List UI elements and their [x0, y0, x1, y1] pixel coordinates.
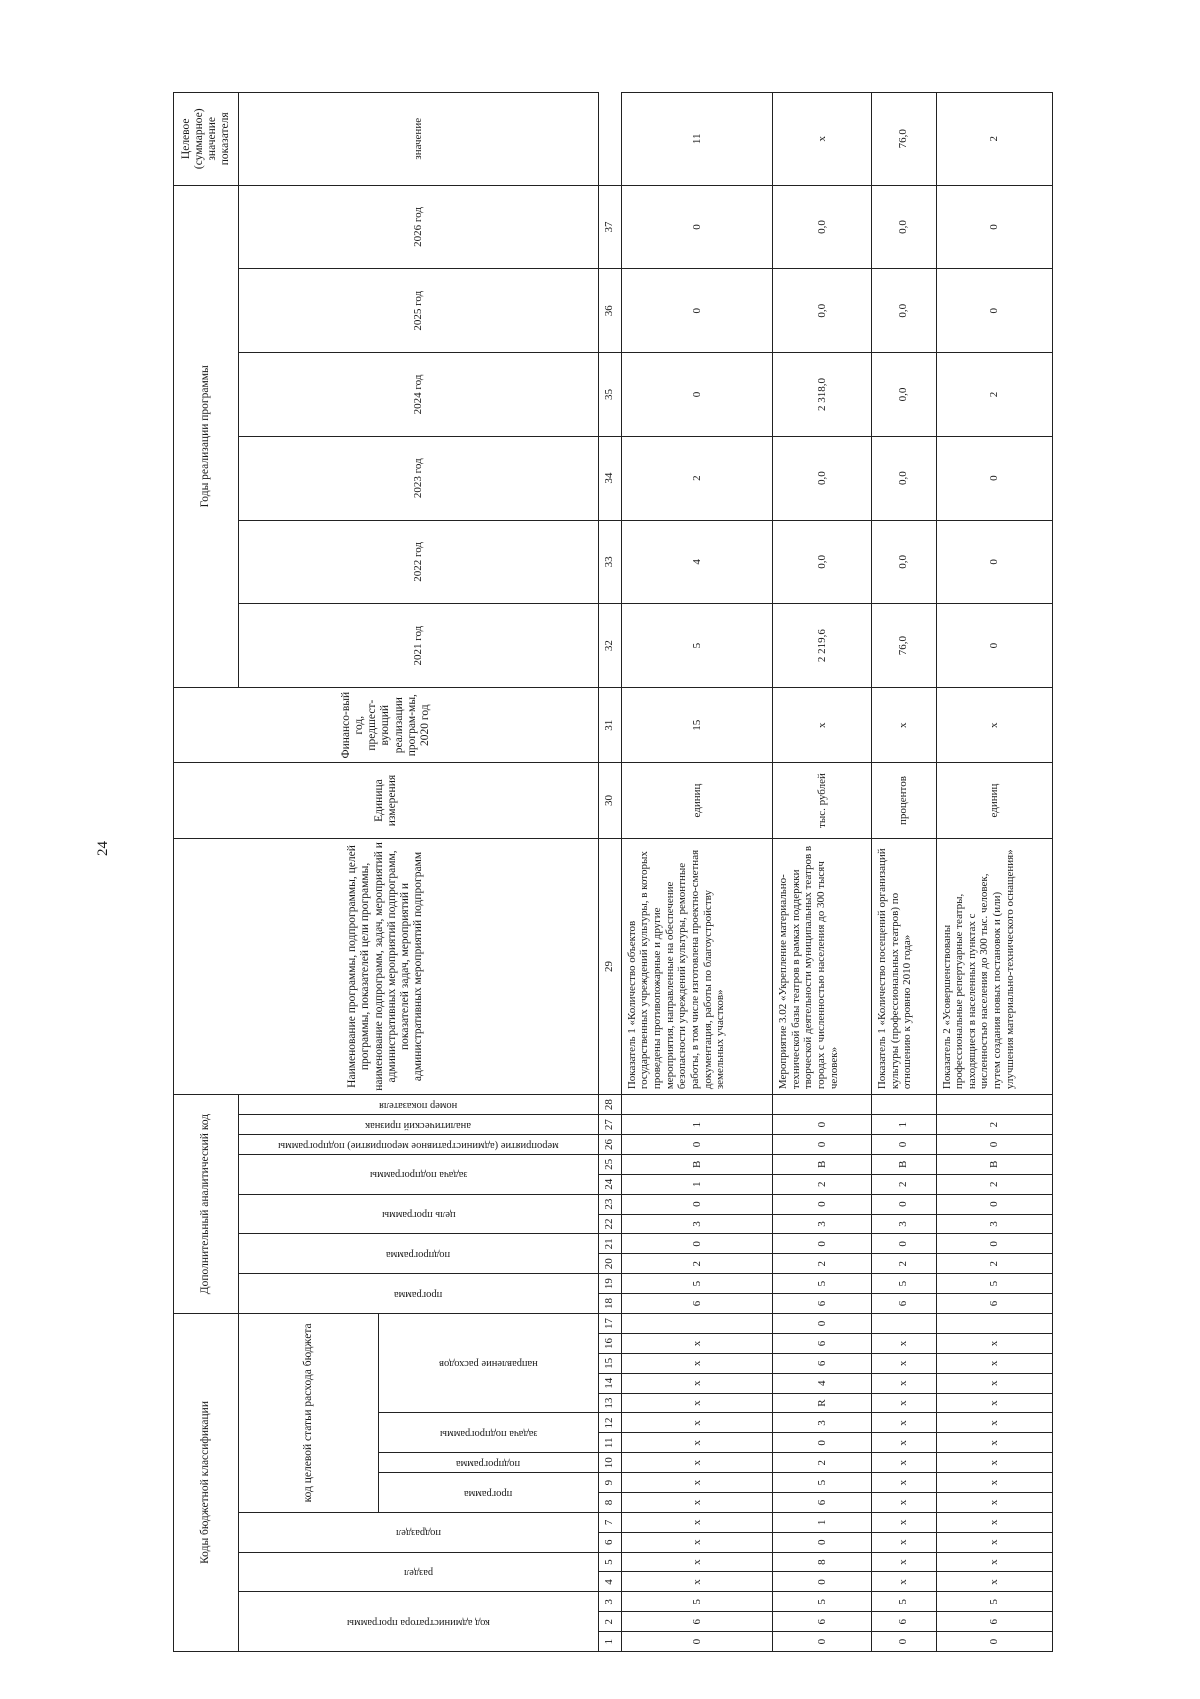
code-digit: х	[936, 1572, 1053, 1592]
row-unit: процентов	[872, 763, 936, 838]
header-goal: цель программы	[239, 1194, 599, 1234]
row-unit: тыс. рублей	[772, 763, 871, 838]
row-fin-year: х	[772, 688, 871, 763]
code-digit: 5	[772, 1592, 871, 1612]
analytic-digit: В	[621, 1154, 772, 1174]
header-target-value: значение	[239, 93, 599, 186]
code-digit	[621, 1313, 772, 1333]
code-digit: 0	[936, 1632, 1053, 1652]
code-digit: х	[872, 1453, 936, 1473]
code-digit: х	[936, 1453, 1053, 1473]
analytic-digit: 3	[621, 1214, 772, 1234]
column-number: 25	[598, 1154, 621, 1174]
code-digit: х	[872, 1393, 936, 1413]
analytic-digit: В	[936, 1154, 1053, 1174]
column-number: 21	[598, 1234, 621, 1254]
code-digit: х	[936, 1334, 1053, 1354]
code-digit: x	[621, 1334, 772, 1354]
code-digit: 5	[936, 1592, 1053, 1612]
header-fin-year: Финансо-вый год, предшест-вующий реализации програм-мы, 2020 год	[174, 688, 599, 763]
code-digit: х	[872, 1572, 936, 1592]
analytic-digit: 2	[772, 1254, 871, 1274]
row-unit: единиц	[936, 763, 1053, 838]
header-programma: программа	[378, 1473, 598, 1513]
header-podprogramma: подпрограмма	[378, 1453, 598, 1473]
header-2025: 2025 год	[239, 269, 599, 353]
row-unit: единиц	[621, 763, 772, 838]
analytic-digit: 0	[872, 1194, 936, 1214]
column-number: 3	[598, 1592, 621, 1612]
row-y2025: 0,0	[772, 269, 871, 353]
column-number: 1	[598, 1632, 621, 1652]
analytic-digit: 2	[621, 1254, 772, 1274]
header-years: Годы реализации программы	[174, 185, 239, 687]
code-digit: 0	[621, 1632, 772, 1652]
code-digit: 4	[772, 1373, 871, 1393]
header-name: Наименование программы, подпрограммы, целей программы, показателей цели программы, наименование подпрограмм, задач, мероприятий и административных мероприятий подпрограмм, показателей задач, мероприятий и административных мероприятий подпрограмм	[174, 838, 599, 1094]
code-digit: 8	[772, 1552, 871, 1572]
code-digit: х	[936, 1493, 1053, 1513]
code-digit: 0	[772, 1313, 871, 1333]
analytic-digit: 3	[772, 1214, 871, 1234]
header-codes: Коды бюджетной классификации	[174, 1313, 239, 1651]
column-number: 8	[598, 1493, 621, 1513]
column-number: 15	[598, 1353, 621, 1373]
analytic-digit: 2	[872, 1254, 936, 1274]
code-digit: x	[621, 1373, 772, 1393]
row-name: Показатель 1 «Количество посещений организаций культуры (профессиональных театров) по отношению к уровню 2010 года»	[872, 838, 936, 1094]
analytic-digit: 6	[936, 1294, 1053, 1314]
analytic-digit: 3	[872, 1214, 936, 1234]
analytic-digit: 2	[872, 1174, 936, 1194]
column-number: 27	[598, 1115, 621, 1135]
code-digit: 0	[872, 1632, 936, 1652]
header-admin-code: код администратора программы	[239, 1592, 599, 1652]
code-digit: x	[621, 1473, 772, 1493]
analytic-digit: 5	[621, 1274, 772, 1294]
row-y2026: 0,0	[772, 185, 871, 269]
analytic-digit: 2	[936, 1254, 1053, 1274]
analytic-digit: 0	[621, 1194, 772, 1214]
code-digit: х	[872, 1353, 936, 1373]
column-number: 19	[598, 1274, 621, 1294]
code-digit: 6	[936, 1612, 1053, 1632]
code-digit: х	[936, 1473, 1053, 1493]
analytic-digit: 0	[621, 1135, 772, 1155]
analytic-digit: 0	[772, 1234, 871, 1254]
row-name: Показатель 2 «Усовершенствованы профессиональные репертуарные театры, находящиеся в населенных пунктах с численностью населения до 300 тыс. человек, путем создания новых постановок и (или) улучшения материально-технического оснащения»	[936, 838, 1053, 1094]
code-digit: x	[621, 1453, 772, 1473]
analytic-digit: 3	[936, 1214, 1053, 1234]
header-target-article: код целевой статьи расхода бюджета	[239, 1313, 379, 1512]
analytic-digit	[936, 1095, 1053, 1115]
column-number: 17	[598, 1313, 621, 1333]
code-digit: 5	[772, 1473, 871, 1493]
column-number: 28	[598, 1095, 621, 1115]
column-number: 29	[598, 838, 621, 1094]
code-digit: х	[936, 1393, 1053, 1413]
column-numbers-row	[598, 93, 621, 1652]
analytic-digit: В	[872, 1154, 936, 1174]
row-y2022: 0,0	[872, 520, 936, 604]
page-number: 24	[95, 841, 111, 856]
analytic-digit: 2	[936, 1115, 1053, 1135]
header-2026: 2026 год	[239, 185, 599, 269]
header-target-group: Целевое (суммарное) значение показателя	[174, 93, 239, 186]
column-number: 23	[598, 1194, 621, 1214]
column-number: 20	[598, 1254, 621, 1274]
column-number: 5	[598, 1552, 621, 1572]
header-razdel: раздел	[239, 1552, 599, 1592]
header-2022: 2022 год	[239, 520, 599, 604]
row-y2021: 5	[621, 604, 772, 688]
row-y2022: 0	[936, 520, 1053, 604]
analytic-digit: 2	[772, 1174, 871, 1194]
header-direction-expenses: направление расходов	[378, 1313, 598, 1413]
header-add-programma: программа	[239, 1274, 599, 1314]
row-y2023: 0,0	[772, 436, 871, 520]
code-digit: 3	[772, 1413, 871, 1433]
row-fin-year: 15	[621, 688, 772, 763]
code-digit: х	[872, 1493, 936, 1513]
code-digit: х	[872, 1373, 936, 1393]
row-fin-year: х	[872, 688, 936, 763]
code-digit: 0	[772, 1572, 871, 1592]
analytic-digit: 0	[621, 1234, 772, 1254]
row-fin-year: х	[936, 688, 1053, 763]
row-y2026: 0	[936, 185, 1053, 269]
column-number: 34	[598, 436, 621, 520]
row-y2025: 0,0	[872, 269, 936, 353]
code-digit: х	[936, 1413, 1053, 1433]
analytic-digit	[772, 1095, 871, 1115]
row-target: 11	[621, 93, 772, 186]
row-y2021: 0	[936, 604, 1053, 688]
row-y2022: 0,0	[772, 520, 871, 604]
row-target: 2	[936, 93, 1053, 186]
code-digit	[872, 1313, 936, 1333]
header-row-1	[174, 93, 239, 1652]
column-number: 6	[598, 1532, 621, 1552]
column-number: 18	[598, 1294, 621, 1314]
analytic-digit: 6	[772, 1294, 871, 1314]
analytic-digit: 5	[872, 1274, 936, 1294]
rotated-table-wrapper	[173, 92, 1053, 1652]
code-digit: 6	[872, 1612, 936, 1632]
row-target: 76,0	[872, 93, 936, 186]
header-2023: 2023 год	[239, 436, 599, 520]
analytic-digit: 0	[936, 1135, 1053, 1155]
table-body	[621, 93, 1052, 1652]
code-digit: х	[936, 1353, 1053, 1373]
analytic-digit	[621, 1095, 772, 1115]
table-row	[621, 93, 772, 1652]
column-number: 2	[598, 1612, 621, 1632]
header-event: мероприятие (административное мероприятие) подпрограммы	[239, 1135, 599, 1155]
code-digit: x	[621, 1353, 772, 1373]
analytic-digit: 0	[772, 1135, 871, 1155]
column-number: 14	[598, 1373, 621, 1393]
code-digit: х	[936, 1512, 1053, 1532]
row-y2026: 0,0	[872, 185, 936, 269]
column-number: 16	[598, 1334, 621, 1354]
row-name: Мероприятие 3.02 «Укрепление материально-технической базы театров в рамках поддержки творческой деятельности муниципальных театров в городах с численностью населения до 300 тысяч человек»	[772, 838, 871, 1094]
code-digit: х	[872, 1413, 936, 1433]
row-y2025: 0	[936, 269, 1053, 353]
column-number: 4	[598, 1572, 621, 1592]
analytic-digit	[872, 1095, 936, 1115]
code-digit: x	[621, 1532, 772, 1552]
code-digit: 6	[772, 1353, 871, 1373]
row-y2021: 2 219,6	[772, 604, 871, 688]
code-digit	[936, 1313, 1053, 1333]
row-y2024: 0,0	[872, 353, 936, 437]
row-y2024: 0	[621, 353, 772, 437]
code-digit: x	[621, 1493, 772, 1513]
header-additional: Дополнительный аналитический код	[174, 1095, 239, 1314]
code-digit: 6	[772, 1612, 871, 1632]
row-y2023: 0,0	[872, 436, 936, 520]
analytic-digit: 0	[772, 1115, 871, 1135]
row-y2024: 2 318,0	[772, 353, 871, 437]
code-digit: 0	[772, 1532, 871, 1552]
row-y2022: 4	[621, 520, 772, 604]
code-digit: 2	[772, 1453, 871, 1473]
analytic-digit: 0	[772, 1194, 871, 1214]
code-digit: х	[936, 1373, 1053, 1393]
header-task: задача подпрограммы	[239, 1154, 599, 1194]
analytic-digit: 0	[872, 1135, 936, 1155]
code-digit: x	[621, 1413, 772, 1433]
column-number: 31	[598, 688, 621, 763]
row-y2023: 0	[936, 436, 1053, 520]
analytic-digit: 1	[621, 1115, 772, 1135]
analytic-digit: 0	[936, 1194, 1053, 1214]
code-digit: x	[621, 1433, 772, 1453]
analytic-digit: 1	[872, 1115, 936, 1135]
header-podrazdel: подраздел	[239, 1512, 599, 1552]
column-number: 10	[598, 1453, 621, 1473]
code-digit: 6	[772, 1334, 871, 1354]
header-add-podprogramma: подпрограмма	[239, 1234, 599, 1274]
column-number: 37	[598, 185, 621, 269]
row-y2026: 0	[621, 185, 772, 269]
code-digit: х	[872, 1473, 936, 1493]
code-digit: 5	[872, 1592, 936, 1612]
row-target: х	[772, 93, 871, 186]
column-number: 33	[598, 520, 621, 604]
row-y2025: 0	[621, 269, 772, 353]
row-y2021: 76,0	[872, 604, 936, 688]
analytic-digit: 2	[936, 1174, 1053, 1194]
code-digit: х	[872, 1433, 936, 1453]
code-digit: х	[872, 1334, 936, 1354]
analytic-digit: 1	[621, 1174, 772, 1194]
column-number: 30	[598, 763, 621, 838]
column-number: 32	[598, 604, 621, 688]
row-name: Показатель 1 «Количество объектов государственных учреждений культуры, в которых проведены противопожарные и другие мероприятия, направленные на обеспечение безопасности учреждений культуры, ремонтные работы, в том числе изготовлена проектно-сметная документация, работы по благоустройству земельных участков»	[621, 838, 772, 1094]
analytic-digit: 6	[872, 1294, 936, 1314]
code-digit: х	[872, 1552, 936, 1572]
header-task-podprogram: задача подпрограммы	[378, 1413, 598, 1453]
column-number: 26	[598, 1135, 621, 1155]
column-number: 7	[598, 1512, 621, 1532]
code-digit: 6	[772, 1493, 871, 1513]
column-number: 12	[598, 1413, 621, 1433]
code-digit: х	[936, 1532, 1053, 1552]
analytic-digit: В	[772, 1154, 871, 1174]
header-unit: Единица измерения	[174, 763, 599, 838]
analytic-digit: 6	[621, 1294, 772, 1314]
header-2021: 2021 год	[239, 604, 599, 688]
code-digit: х	[936, 1552, 1053, 1572]
column-number: 13	[598, 1393, 621, 1413]
row-y2024: 2	[936, 353, 1053, 437]
analytic-digit: 5	[936, 1274, 1053, 1294]
table-row	[936, 93, 1053, 1652]
code-digit: х	[936, 1433, 1053, 1453]
column-number: 9	[598, 1473, 621, 1493]
code-digit: x	[621, 1512, 772, 1532]
code-digit: R	[772, 1393, 871, 1413]
code-digit: 1	[772, 1512, 871, 1532]
column-number: 35	[598, 353, 621, 437]
header-indicator-number: номер показателя	[239, 1095, 599, 1115]
column-number: 22	[598, 1214, 621, 1234]
code-digit: x	[621, 1393, 772, 1413]
header-analytic-sign: аналитический признак	[239, 1115, 599, 1135]
code-digit: 0	[772, 1433, 871, 1453]
code-digit: х	[872, 1512, 936, 1532]
code-digit: 0	[772, 1632, 871, 1652]
analytic-digit: 0	[936, 1234, 1053, 1254]
header-2024: 2024 год	[239, 353, 599, 437]
column-number: 11	[598, 1433, 621, 1453]
row-y2023: 2	[621, 436, 772, 520]
column-number: 24	[598, 1174, 621, 1194]
analytic-digit: 5	[772, 1274, 871, 1294]
code-digit: 5	[621, 1592, 772, 1612]
program-table	[173, 92, 1053, 1652]
analytic-digit: 0	[872, 1234, 936, 1254]
code-digit: х	[872, 1532, 936, 1552]
table-row	[772, 93, 871, 1652]
code-digit: x	[621, 1572, 772, 1592]
code-digit: x	[621, 1552, 772, 1572]
code-digit: 6	[621, 1612, 772, 1632]
table-row	[872, 93, 936, 1652]
column-number: 36	[598, 269, 621, 353]
